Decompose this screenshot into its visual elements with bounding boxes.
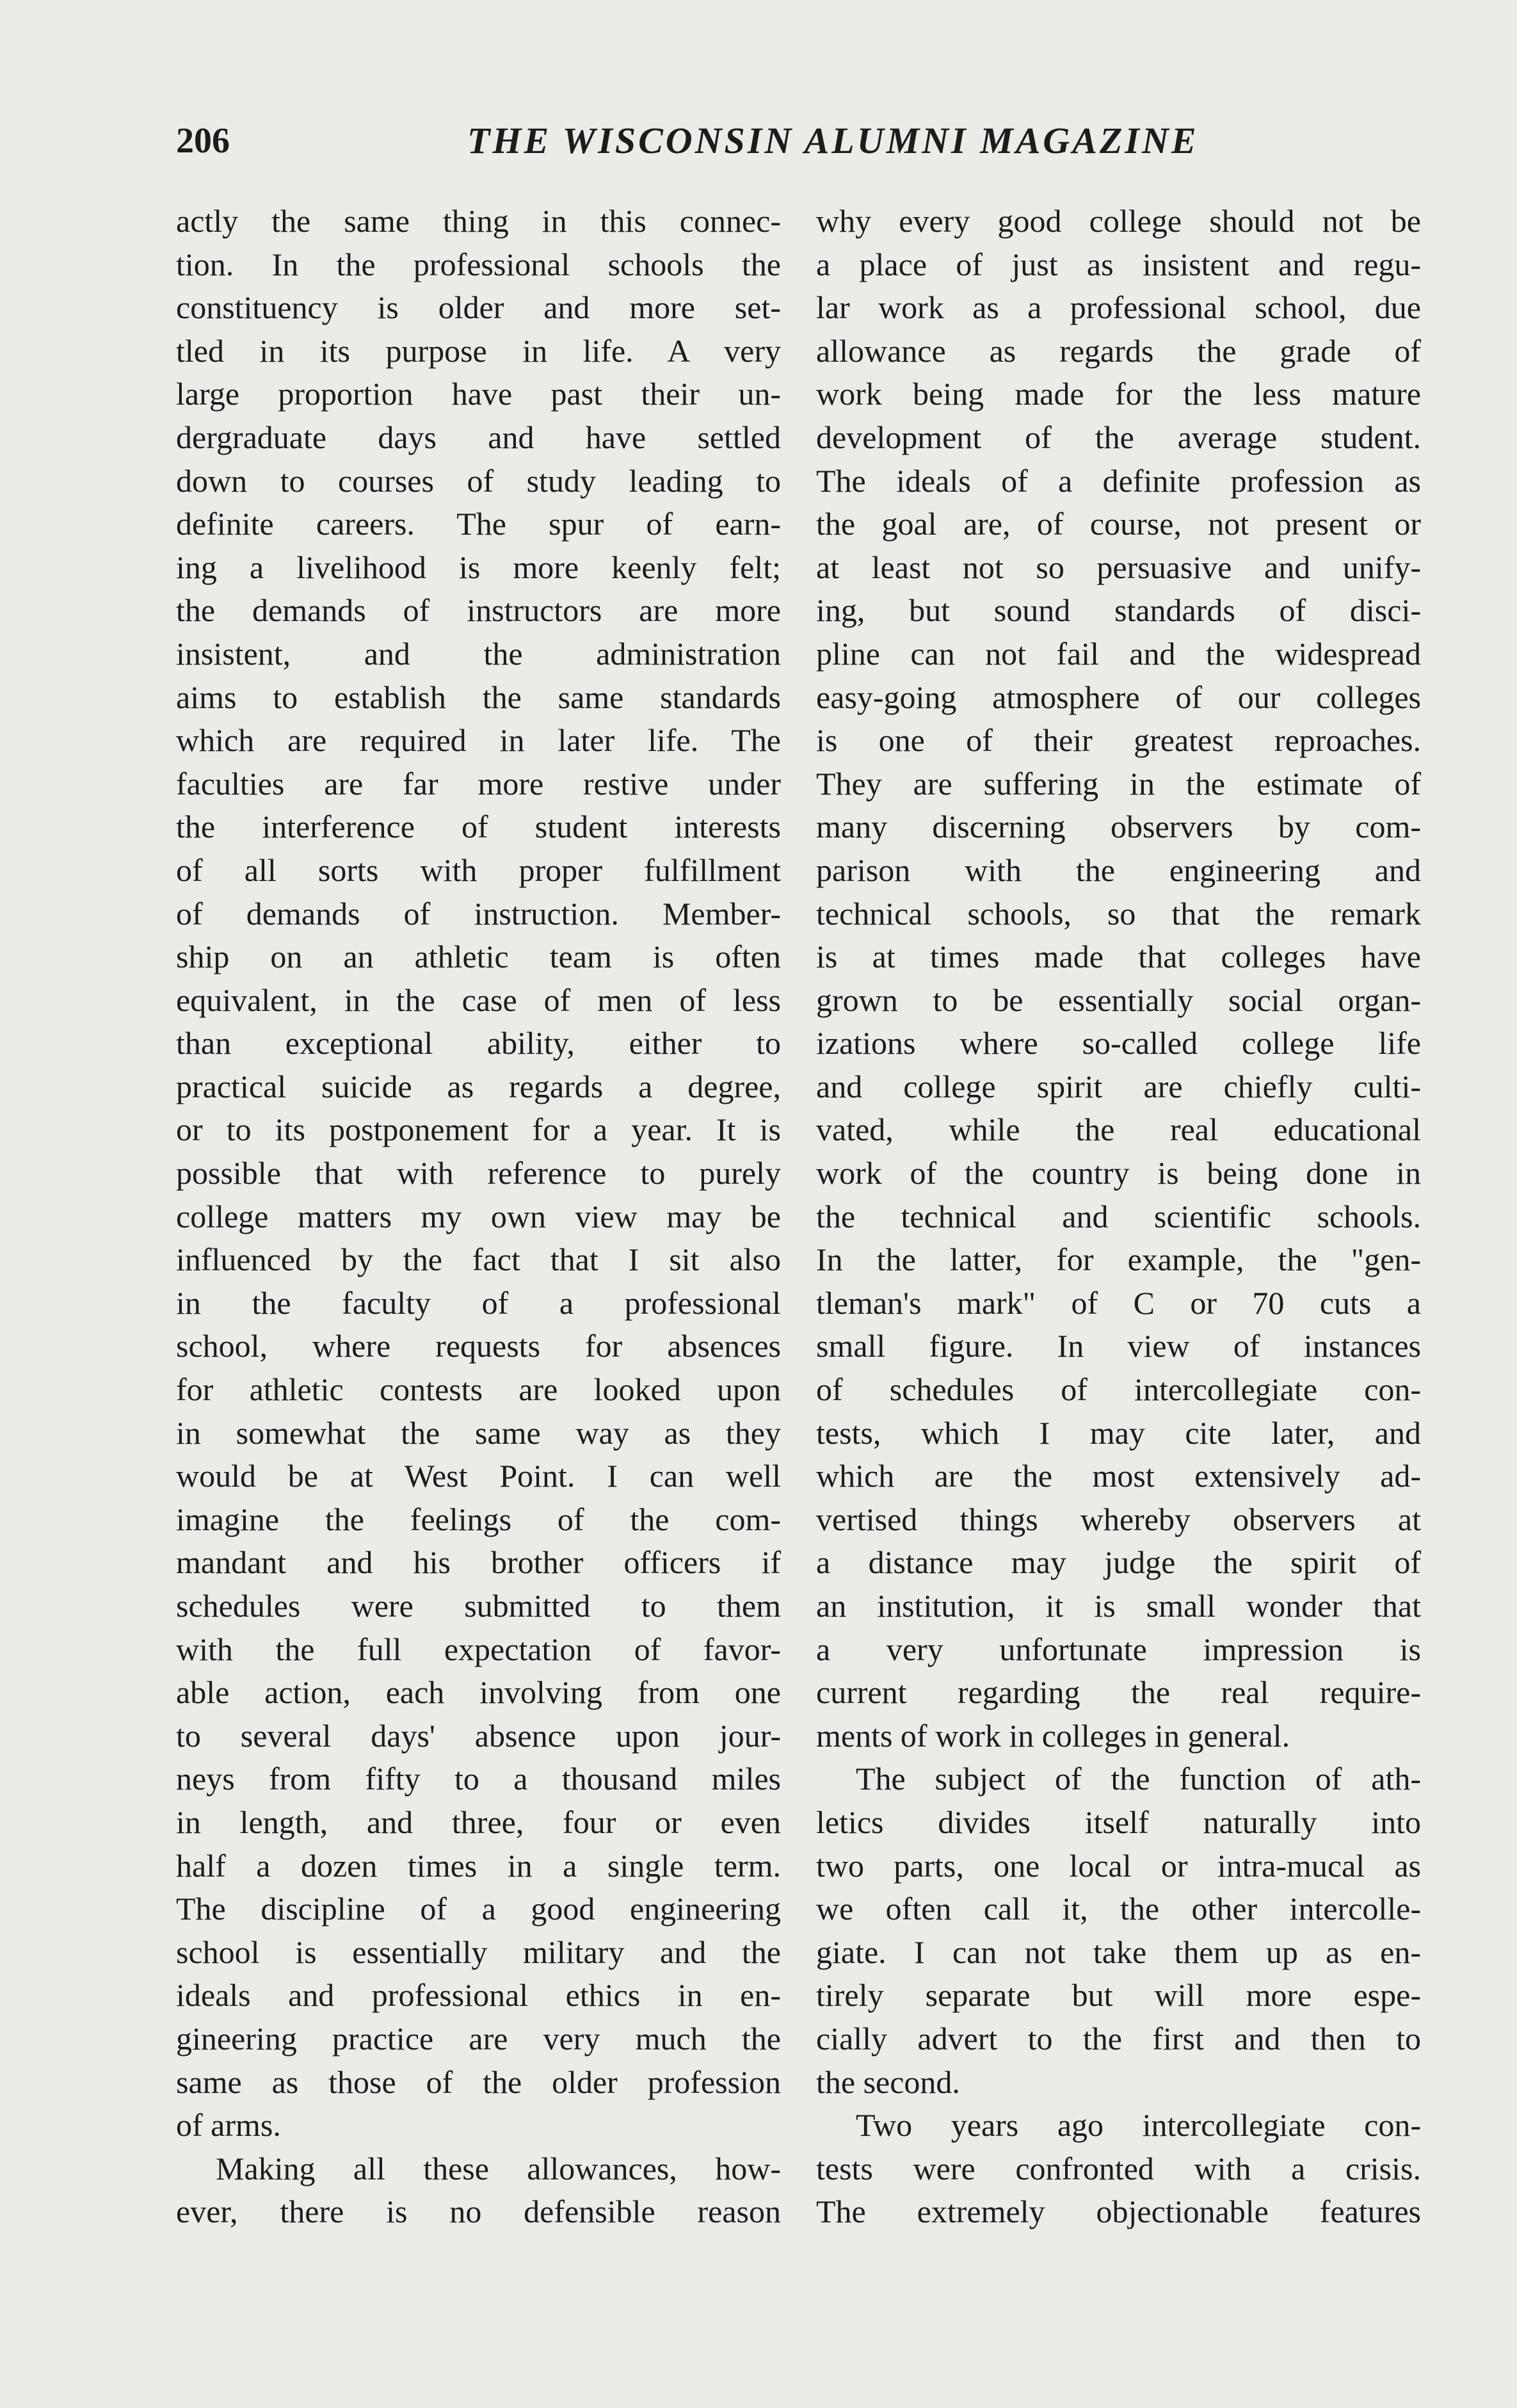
paragraph-start-line: Making all these allowances, how- — [216, 2150, 781, 2186]
text-line: In the latter, for example, the "gen- — [816, 1241, 1421, 1278]
text-line: ideals and professional ethics in en- — [176, 1977, 781, 2014]
text-line: insistent, and the administration — [176, 635, 781, 672]
text-line: college matters my own view may be — [176, 1198, 781, 1234]
text-line: in the faculty of a professional — [176, 1284, 781, 1321]
text-line: which are required in later life. The — [176, 722, 781, 759]
text-line: half a dozen times in a single term. — [176, 1847, 781, 1884]
text-line: the technical and scientific schools. — [816, 1198, 1421, 1234]
text-line: neys from fifty to a thousand miles — [176, 1761, 781, 1797]
text-line: of schedules of intercollegiate con- — [816, 1371, 1421, 1408]
text-line: the interference of student interests — [176, 809, 781, 845]
text-line: letics divides itself naturally into — [816, 1804, 1421, 1840]
text-line: ing a livelihood is more keenly felt; — [176, 549, 781, 585]
text-line: tirely separate but will more espe- — [816, 1977, 1421, 2014]
text-line: school is essentially military and the — [176, 1934, 781, 1970]
text-line: influenced by the fact that I sit also — [176, 1241, 781, 1278]
text-line: in length, and three, four or even — [176, 1804, 781, 1840]
text-line: aims to establish the same standards — [176, 679, 781, 715]
text-line: allowance as regards the grade of — [816, 332, 1421, 369]
text-line: than exceptional ability, either to — [176, 1025, 781, 1062]
text-line: imagine the feelings of the com- — [176, 1501, 781, 1537]
text-line: faculties are far more restive under — [176, 765, 781, 802]
text-line: The extremely objectionable features — [816, 2194, 1421, 2230]
text-line: would be at West Point. I can well — [176, 1458, 781, 1494]
text-line: tleman's mark" of C or 70 cuts a — [816, 1284, 1421, 1321]
text-line: development of the average student. — [816, 419, 1421, 455]
text-line: tests were confronted with a crisis. — [816, 2150, 1421, 2186]
text-line: many discerning observers by com- — [816, 809, 1421, 845]
text-line: vertised things whereby observers at — [816, 1501, 1421, 1537]
text-line: for athletic contests are looked upon — [176, 1371, 781, 1408]
text-line: is one of their greatest reproaches. — [816, 722, 1421, 759]
text-line: tion. In the professional schools the — [176, 246, 781, 282]
text-line: of all sorts with proper fulfillment — [176, 852, 781, 888]
text-line: lar work as a professional school, due — [816, 289, 1421, 326]
text-line: why every good college should not be — [816, 203, 1421, 239]
text-line: actly the same thing in this connec- — [176, 203, 781, 239]
text-line: current regarding the real require- — [816, 1674, 1421, 1711]
text-line: of arms. — [176, 2107, 281, 2144]
text-line: schedules were submitted to them — [176, 1588, 781, 1624]
text-line: ing, but sound standards of disci- — [816, 592, 1421, 629]
text-line: The discipline of a good engineering — [176, 1891, 781, 1927]
paragraph-start-line: Two years ago intercollegiate con- — [856, 2107, 1421, 2144]
text-line: pline can not fail and the widespread — [816, 635, 1421, 672]
text-line: the second. — [816, 2064, 960, 2100]
text-line: a place of just as insistent and regu- — [816, 246, 1421, 282]
text-line: tests, which I may cite later, and — [816, 1414, 1421, 1451]
text-line: school, where requests for absences — [176, 1328, 781, 1364]
text-line: work being made for the less mature — [816, 376, 1421, 412]
text-line: ever, there is no defensible reason — [176, 2194, 781, 2230]
text-line: small figure. In view of instances — [816, 1328, 1421, 1364]
right-column — [816, 200, 1421, 2234]
text-line: ments of work in colleges in general. — [816, 1717, 1290, 1754]
text-line: able action, each involving from one — [176, 1674, 781, 1711]
text-line: in somewhat the same way as they — [176, 1414, 781, 1451]
text-line: an institution, it is small wonder that — [816, 1588, 1421, 1624]
paragraph-start-line: The subject of the function of ath- — [856, 1761, 1421, 1797]
text-line: a distance may judge the spirit of — [816, 1544, 1421, 1581]
text-line: down to courses of study leading to — [176, 462, 781, 499]
text-line: definite careers. The spur of earn- — [176, 506, 781, 542]
text-line: ship on an athletic team is often — [176, 939, 781, 975]
text-line: easy-going atmosphere of our colleges — [816, 679, 1421, 715]
text-line: gineering practice are very much the — [176, 2020, 781, 2056]
text-line: technical schools, so that the remark — [816, 895, 1421, 932]
left-column — [176, 200, 781, 2234]
text-line: is at times made that colleges have — [816, 939, 1421, 975]
text-line: dergraduate days and have settled — [176, 419, 781, 455]
text-line: to several days' absence upon jour- — [176, 1717, 781, 1754]
text-line: the demands of instructors are more — [176, 592, 781, 629]
text-line: giate. I can not take them up as en- — [816, 1934, 1421, 1970]
text-line: and college spirit are chiefly culti- — [816, 1068, 1421, 1104]
text-line: same as those of the older profession — [176, 2064, 781, 2100]
text-line: vated, while the real educational — [816, 1111, 1421, 1148]
text-line: which are the most extensively ad- — [816, 1458, 1421, 1494]
text-line: izations where so-called college life — [816, 1025, 1421, 1062]
text-line: large proportion have past their un- — [176, 376, 781, 412]
text-line: with the full expectation of favor- — [176, 1631, 781, 1667]
text-line: tled in its purpose in life. A very — [176, 332, 781, 369]
text-line: parison with the engineering and — [816, 852, 1421, 888]
page-number: 206 — [176, 121, 230, 161]
text-line: two parts, one local or intra-mucal as — [816, 1847, 1421, 1884]
text-line: They are suffering in the estimate of — [816, 765, 1421, 802]
text-line: cially advert to the first and then to — [816, 2020, 1421, 2056]
text-line: or to its postponement for a year. It is — [176, 1111, 781, 1148]
text-line: work of the country is being done in — [816, 1155, 1421, 1192]
text-line: grown to be essentially social organ- — [816, 982, 1421, 1018]
text-line: equivalent, in the case of men of less — [176, 982, 781, 1018]
text-line: constituency is older and more set- — [176, 289, 781, 326]
text-line: at least not so persuasive and unify- — [816, 549, 1421, 585]
text-line: a very unfortunate impression is — [816, 1631, 1421, 1667]
text-line: the goal are, of course, not present or — [816, 506, 1421, 542]
text-line: mandant and his brother officers if — [176, 1544, 781, 1581]
text-line: The ideals of a definite profession as — [816, 462, 1421, 499]
text-line: possible that with reference to purely — [176, 1155, 781, 1192]
text-line: we often call it, the other intercolle- — [816, 1891, 1421, 1927]
text-line: practical suicide as regards a degree, — [176, 1068, 781, 1104]
running-title: THE WISCONSIN ALUMNI MAGAZINE — [467, 120, 1199, 161]
text-line: of demands of instruction. Member- — [176, 895, 781, 932]
